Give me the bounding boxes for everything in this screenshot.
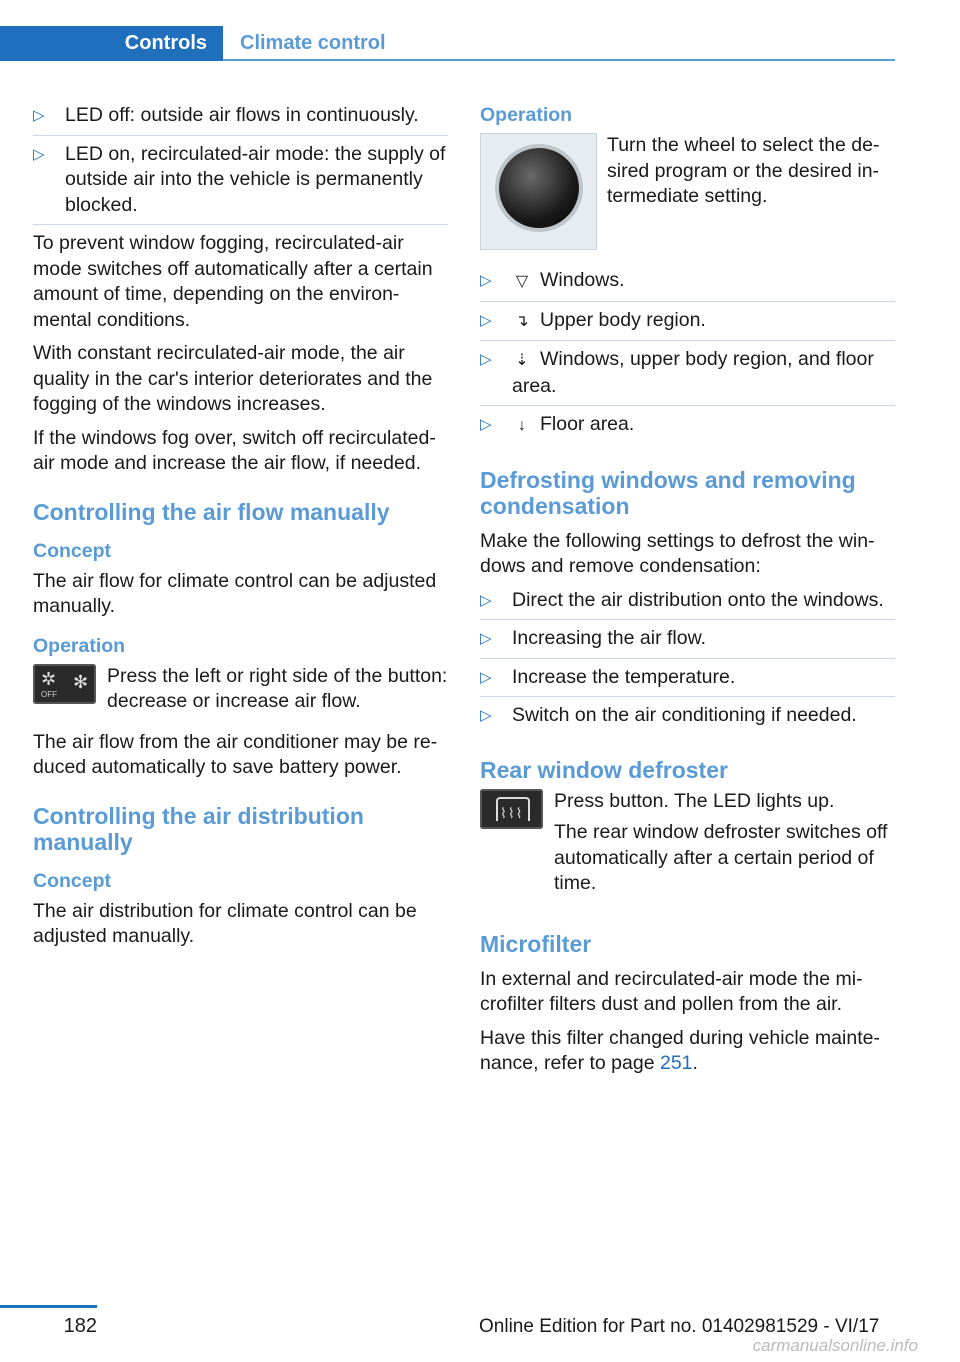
paragraph: To prevent window fogging, recirculated-air mode switches off automatically after a certain amount of time, depending on the environmental conditions. (33, 232, 433, 331)
bullet-triangle-icon: ▷ (33, 145, 45, 163)
divider (480, 619, 895, 620)
bullet-triangle-icon: ▷ (480, 668, 492, 686)
windows-icon: ▽ (515, 273, 529, 290)
rear-defroster-button-image (480, 789, 543, 829)
subheading-operation: Operation (33, 634, 126, 657)
list-item: ▷ Increasing the air flow. (480, 626, 895, 658)
list-item: ▷ ⇣ Windows, upper body region, and floor area. (480, 348, 874, 397)
heading-microfilter: Microfilter (480, 930, 592, 957)
paragraph: The air distribution for climate control can be adjusted manually. (33, 899, 417, 947)
fan-small-icon: ✲ (41, 668, 57, 689)
chapter-title: Climate control (240, 32, 386, 54)
bullet-triangle-icon: ▷ (480, 351, 492, 368)
divider (480, 405, 895, 406)
list-item: ▷ ▽ Windows. (480, 268, 895, 301)
paragraph: The air flow from the air conditioner may be reduced automatically to save battery power. (33, 730, 438, 778)
heading-defrost: Defrosting windows and removing condensation (480, 466, 856, 519)
divider (480, 301, 895, 302)
distribution-wheel-image (480, 133, 597, 250)
list-item: ▷ Switch on the air conditioning if needed. (480, 703, 895, 735)
list-item: ▷ Direct the air distribution onto the windows. (480, 588, 895, 620)
heat-waves-icon: ⌇⌇⌇ (500, 804, 524, 821)
bullet-triangle-icon: ▷ (480, 416, 492, 433)
floor-icon: ↓ (518, 417, 526, 434)
dial-knob-icon (499, 148, 579, 228)
airflow-button-image (33, 664, 96, 704)
operation-text: Press the left or right side of the button: decrease or increase air flow. (107, 664, 448, 712)
off-label-icon: OFF (41, 689, 57, 699)
heading-rear-defroster: Rear window defroster (480, 756, 728, 783)
list-item: ▷ ↴ Upper body region. (480, 308, 895, 341)
list-item: ▷ LED off: outside air flows in continuously. (33, 103, 448, 135)
paragraph: Have this filter changed during vehicle maintenance, refer to page 251. (480, 1026, 880, 1074)
distribution-operation (480, 133, 895, 258)
page-number: 182 (63, 1315, 97, 1337)
list-item: ▷ LED on, recirculated-air mode: the supply of outside air into the vehicle is permanently blocked. (33, 142, 446, 216)
paragraph: If the windows fog over, switch off recirculated-air mode and increase the air flow, if needed. (33, 426, 436, 474)
divider (480, 340, 895, 341)
fan-large-icon: ✻ (73, 671, 89, 692)
subheading-operation: Operation (480, 104, 573, 126)
list-item: ▷ Increase the temperature. (480, 665, 895, 697)
operation-text: Press button. The LED lights up. (554, 789, 835, 812)
divider (480, 658, 895, 659)
paragraph: With constant recirculated-air mode, the air quality in the car's interior deteriorates and the fogging of the windows increases. (33, 342, 433, 415)
bullet-triangle-icon: ▷ (480, 707, 492, 724)
edition-note: Online Edition for Part no. 01402981529 - VI/17 (479, 1316, 880, 1337)
paragraph: The air flow for climate control can be adjusted manually. (33, 569, 437, 617)
paragraph: Make the following settings to defrost the windows and remove condensation: (480, 529, 875, 577)
section-tab: Controls (0, 26, 223, 61)
heading-distribution: Controlling the air distribution manually (33, 802, 364, 855)
header-rule (223, 59, 895, 61)
divider (33, 224, 448, 225)
operation-text: Turn the wheel to select the desired program or the desired intermediate setting. (607, 134, 880, 207)
paragraph: In external and recirculated-air mode the microfilter filters dust and pollen from the air. (480, 967, 863, 1015)
list-item: ▷ ↓ Floor area. (480, 412, 895, 445)
subheading-concept: Concept (33, 539, 111, 562)
airflow-operation (33, 664, 448, 720)
right-column (480, 103, 895, 1085)
operation-text: The rear window defroster switches off automatically after a certain period of time. (554, 821, 888, 894)
rear-defroster-operation (480, 789, 895, 897)
upper-body-icon: ↴ (515, 312, 529, 330)
watermark: carmanualsonline.info (752, 1336, 918, 1355)
page-header (0, 26, 895, 61)
divider (33, 135, 448, 136)
heading-airflow: Controlling the air flow manually (33, 498, 390, 525)
page-reference-link[interactable]: 251 (659, 1052, 693, 1074)
bullet-triangle-icon: ▷ (480, 272, 492, 289)
left-column (33, 103, 448, 958)
bullet-triangle-icon: ▷ (480, 591, 492, 609)
bullet-triangle-icon: ▷ (480, 630, 492, 647)
subheading-concept: Concept (33, 869, 111, 892)
bullet-triangle-icon: ▷ (480, 311, 492, 329)
footer-rule (0, 1305, 97, 1308)
bullet-triangle-icon: ▷ (33, 107, 45, 124)
divider (480, 696, 895, 697)
all-regions-icon: ⇣ (515, 352, 529, 369)
